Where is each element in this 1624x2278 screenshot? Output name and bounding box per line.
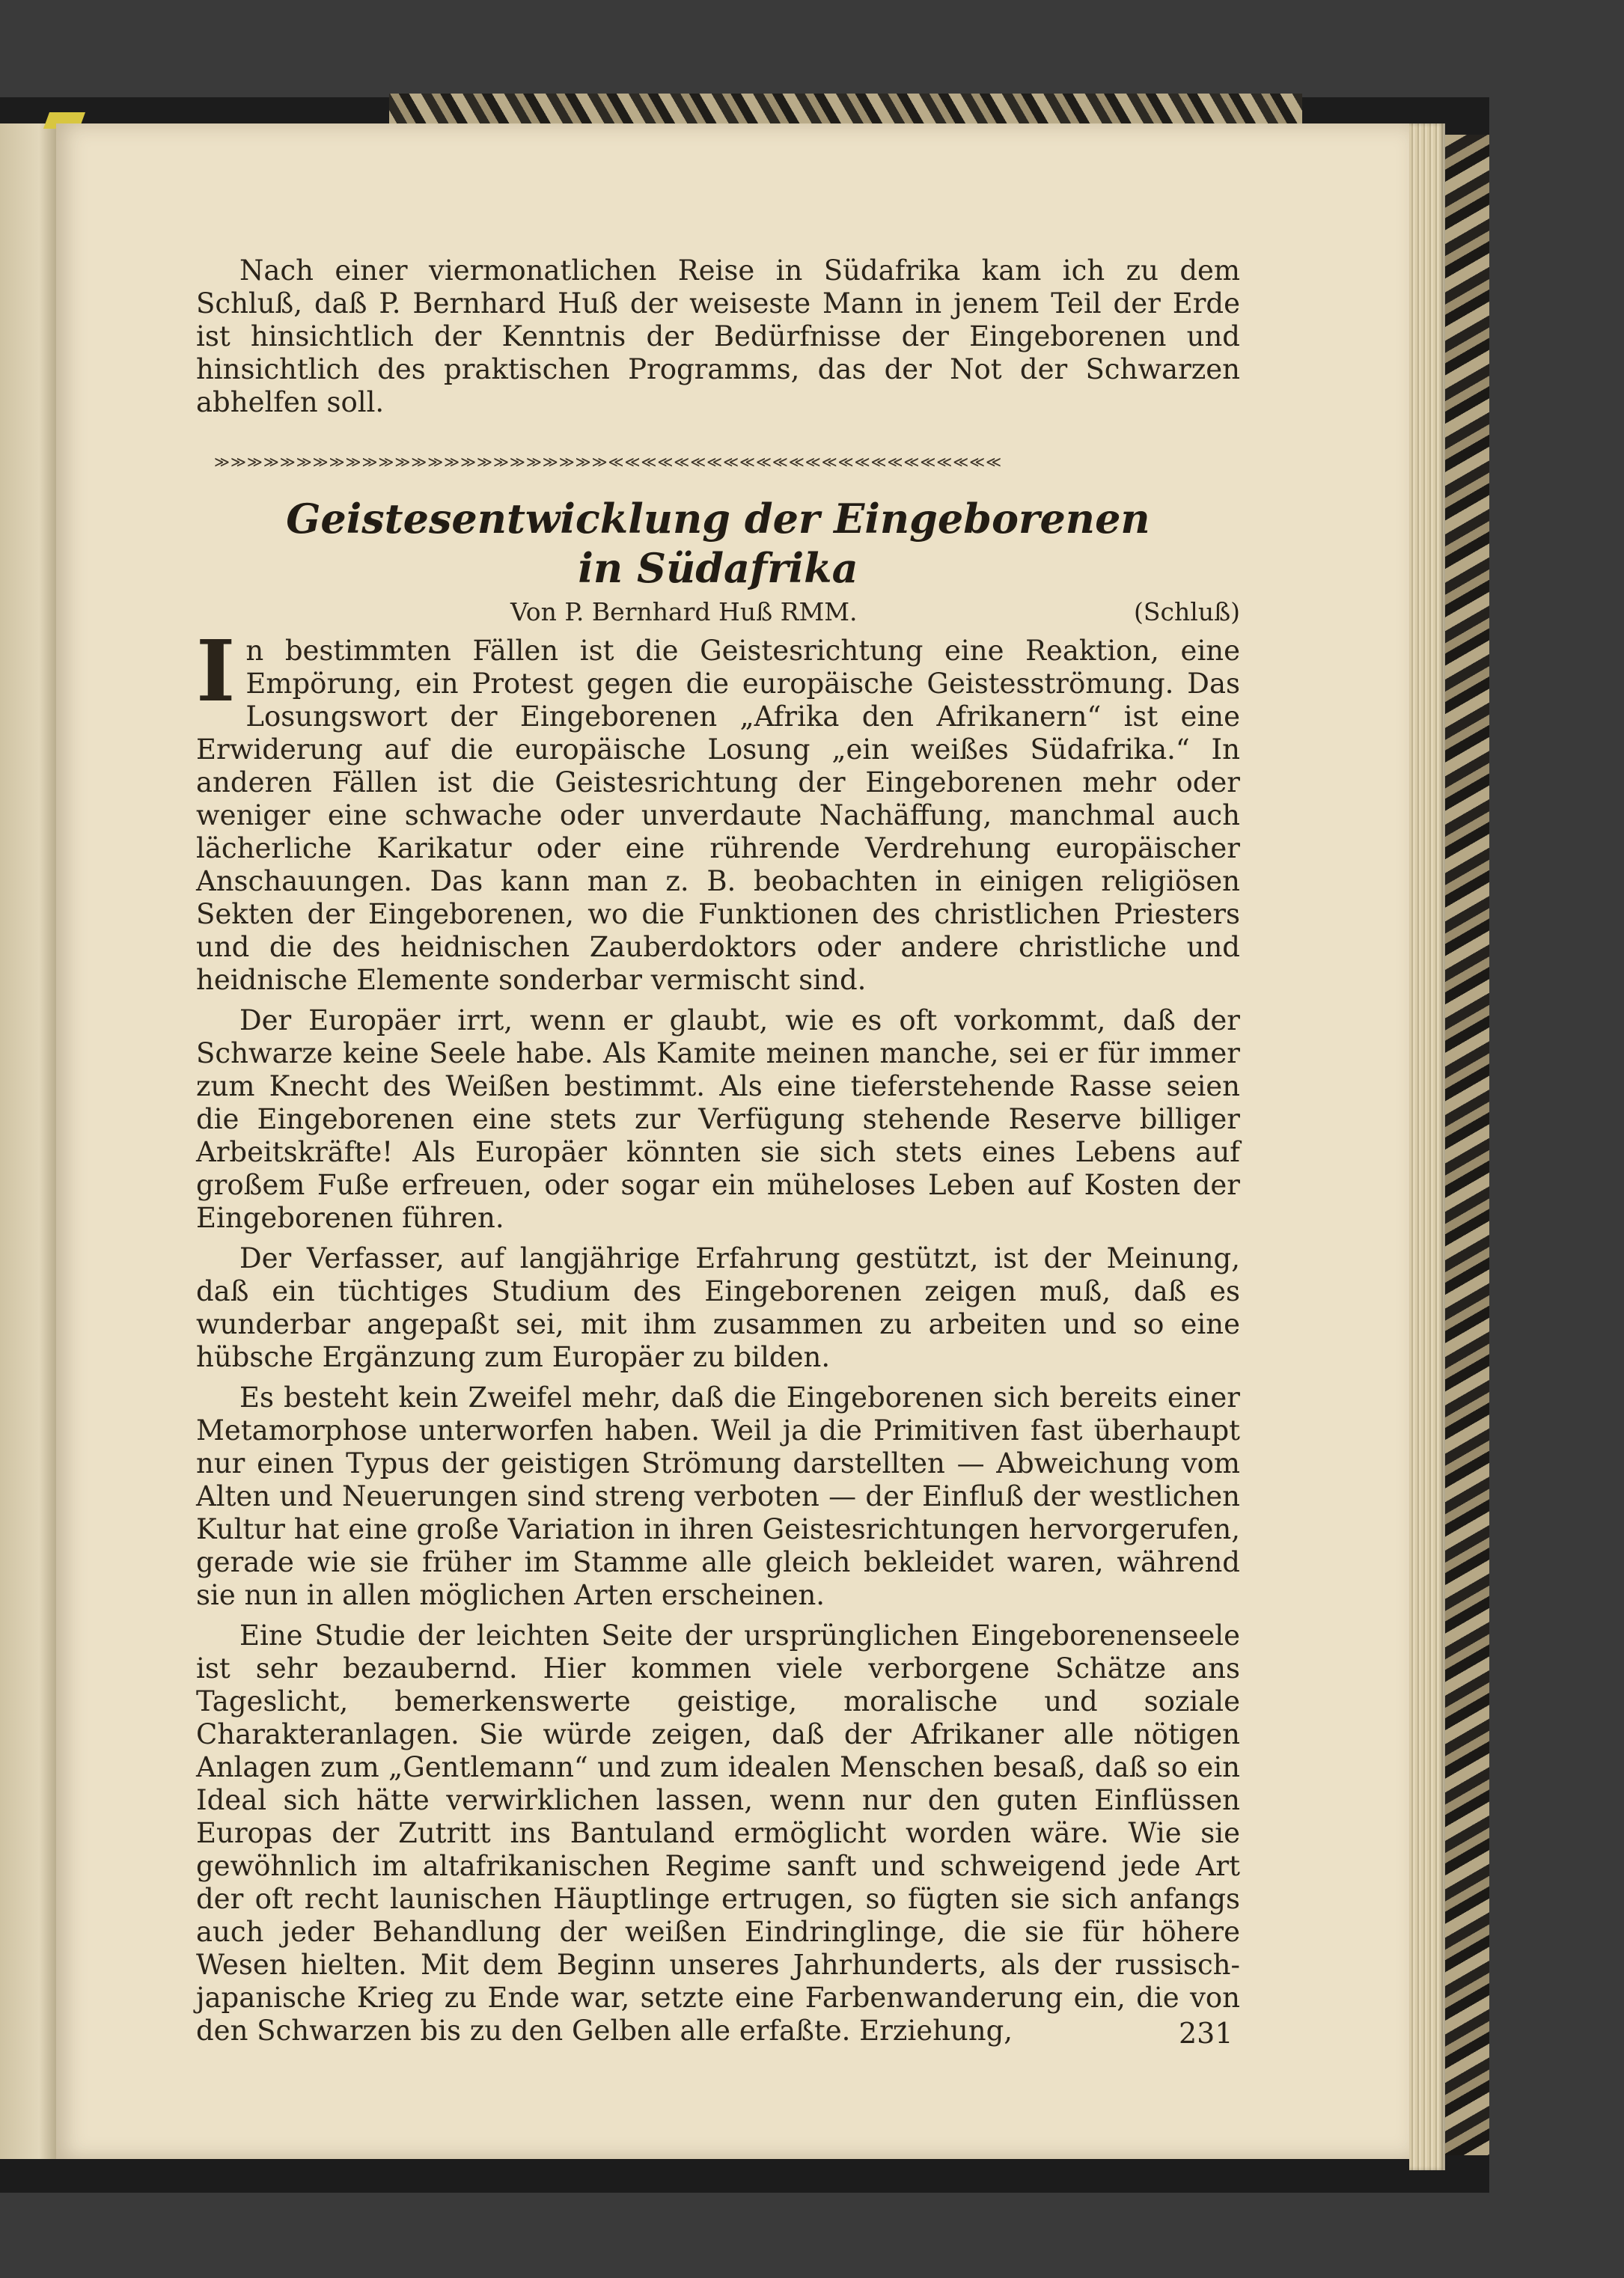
- page-edges: [1409, 123, 1445, 2170]
- byline: [196, 596, 1240, 629]
- paragraph-3: Der Verfasser, auf langjährige Erfahrung gestützt, ist der Meinung, daß ein tüchtiges Studium des Eingeborenen zeigen muß, daß es wunderbar angepaßt sei, mit ihm zusammen zu arbeiten und so eine hübsche Ergänzung zum Europäer zu bilden.: [196, 1242, 1240, 1373]
- marbled-edge-right: [1443, 135, 1489, 2155]
- paragraph-4: Es besteht kein Zweifel mehr, daß die Eingeborenen sich bereits einer Metamorphose unterworfen haben. Weil ja die Primitiven fast überhaupt nur einen Typus der geistigen Strömung darstellten — Abweichung vom Alten und Neuerungen sind streng verboten — der Einfluß der westlichen Kultur hat eine große Variation in ihren Geistesrichtungen hervorgerufen, gerade wie sie früher im Stamme alle gleich bekleidet waren, während sie nun in allen möglichen Arten erscheinen.: [196, 1381, 1240, 1611]
- drop-cap: I: [196, 623, 236, 721]
- paragraph-1: [196, 623, 1240, 997]
- paragraph-2: Der Europäer irrt, wenn er glaubt, wie es oft vorkommt, daß der Schwarze keine Seele habe. Als Kamite meinen manche, sei er für immer zum Knecht des Weißen bestimmt. Als eine tieferstehende Rasse seien die Eingeborenen eine stets zur Verfügung stehende Reserve billiger Arbeitskräfte! Als Europäer könnten sie sich stets eines Lebens auf großem Fuße erfreuen, oder sogar ein müheloses Leben auf Kosten der Eingeborenen führen.: [196, 1004, 1240, 1234]
- page-number: 231: [1179, 2017, 1233, 2050]
- article-title: [196, 494, 1240, 593]
- continuation-note: (Schluß): [1134, 597, 1240, 626]
- author: Von P. Bernhard Huß RMM.: [510, 597, 858, 626]
- paragraph-5: Eine Studie der leichten Seite der ursprünglichen Eingeborenenseele ist sehr bezaubernd. Hier kommen viele verborgene Schätze ans Tageslicht, bemerkenswerte geistige, moralische und soziale Charakteranlagen. Sie würde zeigen, daß der Afrikaner alle nötigen Anlagen zum „Gentlemann“ und zum idealen Menschen besaß, daß so ein Ideal sich hätte verwirklichen lassen, wenn nur den guten Einflüssen Europas der Zutritt ins Bantuland ermöglicht worden wäre. Wie sie gewöhnlich im altafrikanischen Regime sanft und schweigend jede Art der oft recht launischen Häuptlinge ertrugen, so fügten sie sich anfangs auch jeder Behandlung der weißen Eindringlinge, die sie für höhere Wesen hielten. Mit dem Beginn unseres Jahrhunderts, als der russisch-japanische Krieg zu Ende war, setzte eine Farbenwanderung ein, die von den Schwarzen bis zu den Gelben alle erfaßte. Erziehung,: [196, 1619, 1240, 2047]
- intro-paragraph: Nach einer viermonatlichen Reise in Südafrika kam ich zu dem Schluß, daß P. Bernhard Huß der weiseste Mann in jenem Teil der Erde ist hinsichtlich der Kenntnis der Bedürfnisse der Eingeborenen und hinsichtlich des praktischen Programms, das der Not der Schwarzen abhelfen soll.: [196, 254, 1240, 418]
- paragraph-1-text: n bestimmten Fällen ist die Geistesrichtung eine Reaktion, eine Empörung, ein Protest gegen die europäische Geistesströmung. Das Losungswort der Eingeborenen „Afrika den Afrikanern“ ist eine Erwiderung auf die europäische Losung „ein weißes Südafrika.“ In anderen Fällen ist die Geistesrichtung der Eingeborenen mehr oder weniger eine schwache oder unverdaute Nachäffung, manchmal auch lächerliche Karikatur oder eine rührende Verdrehung europäischer Anschauungen. Das kann man z. B. beobachten in einigen religiösen Sekten der Eingeborenen, wo die Funktionen des christlichen Priesters und die des heidnischen Zauberdoktors oder andere christliche und heidnische Elemente sonderbar vermischt sind.: [196, 635, 1240, 996]
- page-text: [196, 254, 1240, 2055]
- left-page-edge: [0, 123, 56, 2159]
- title-line-1: Geistesentwicklung der Eingeborenen: [286, 495, 1150, 543]
- ornament-divider: ≫≫≫≫≫≫≫≫≫≫≫≫≫≫≫≫≫≫≫≫≫≫≫≫≪≪≪≪≪≪≪≪≪≪≪≪≪≪≪≪≪≪≪≪≪≪≪≪: [214, 455, 1002, 468]
- title-line-2: in Südafrika: [578, 544, 858, 592]
